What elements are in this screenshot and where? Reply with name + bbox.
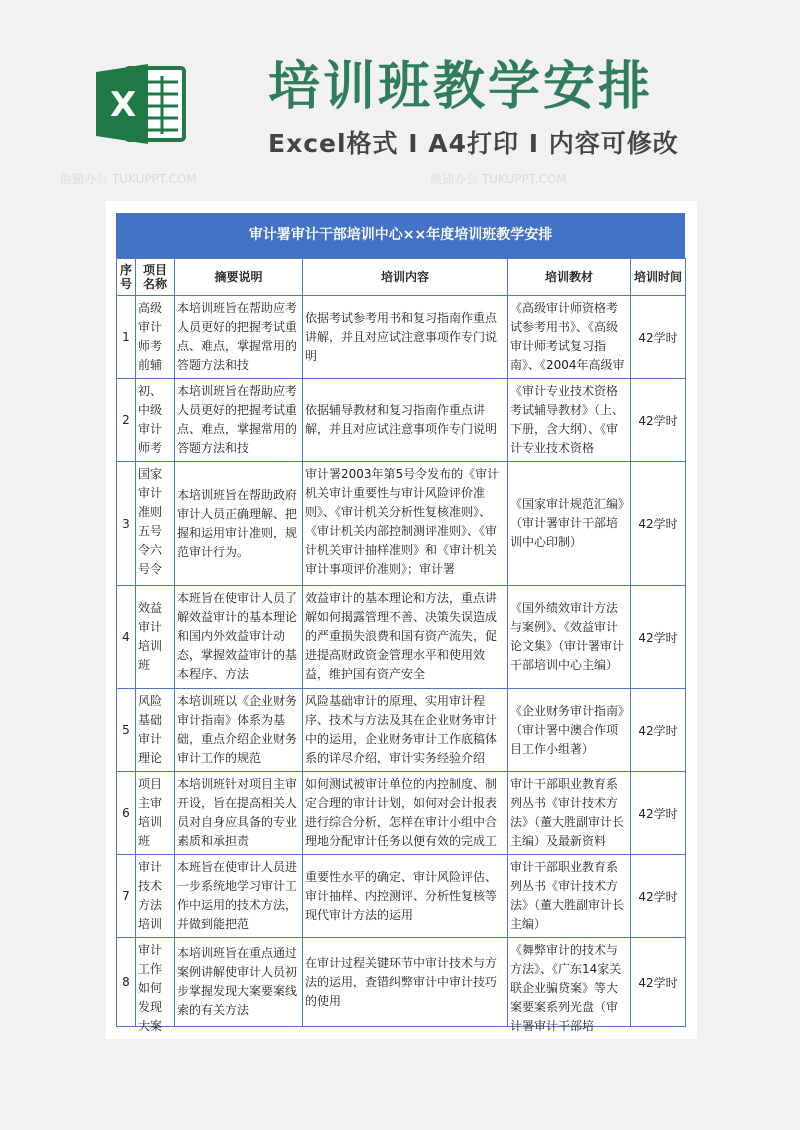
schedule-table xyxy=(116,258,686,1033)
watermark: 熊猫办公 TUKUPPT.COM xyxy=(60,172,197,186)
project-name-cell: 审计技术方法培训 xyxy=(136,855,175,938)
column-header-name: 项目名称 xyxy=(136,259,175,296)
summary-cell: 本班旨在使审计人员了解效益审计的基本理论和国内外效益审计动态，掌握效益审计的基本程序、方法 xyxy=(175,586,303,689)
table-row xyxy=(117,855,686,938)
summary-cell: 本培训班旨在帮助应考人员更好的把握考试重点、难点，掌握常用的答题方法和技 xyxy=(175,296,303,379)
materials-cell: 《国家审计规范汇编》（审计署审计干部培训中心印制） xyxy=(508,462,631,586)
materials-cell: 《国外绩效审计方法与案例》、《效益审计论文集》（审计署审计干部培训中心主编） xyxy=(508,586,631,689)
row-number: 2 xyxy=(117,379,136,462)
summary-cell: 本培训班旨在重点通过案例讲解使审计人员初步掌握发现大案要案线索的有关方法 xyxy=(175,938,303,1027)
materials-cell: 审计干部职业教育系列丛书《审计技术方法》（董大胜副审计长主编） xyxy=(508,855,631,938)
project-name-cell: 高级审计师考前辅 xyxy=(136,296,175,379)
hours-cell: 42学时 xyxy=(631,938,686,1027)
table-row xyxy=(117,296,686,379)
column-header-content: 培训内容 xyxy=(303,259,508,296)
materials-cell: 《企业财务审计指南》（审计署中澳合作项目工作小组著） xyxy=(508,689,631,772)
table-row xyxy=(117,689,686,772)
table-header-row xyxy=(117,259,686,296)
table-row xyxy=(117,462,686,586)
row-number: 8 xyxy=(117,938,136,1027)
content-cell: 审计署2003年第5号令发布的《审计机关审计重要性与审计风险评价准则》、《审计机关分析性复核准则》、《审计机关内部控制测评准则》、《审计机关审计抽样准则》和《审计机关审计事项评价准则》；审计署 xyxy=(303,462,508,586)
hours-cell: 42学时 xyxy=(631,855,686,938)
hours-cell: 42学时 xyxy=(631,772,686,855)
column-header-hours: 培训时间 xyxy=(631,259,686,296)
page-subtitle: Excel格式 Ⅰ A4打印 Ⅰ 内容可修改 xyxy=(268,129,679,158)
table-row xyxy=(117,938,686,1027)
materials-cell: 《舞弊审计的技术与方法》、《广东14家关联企业骗贷案》等大案要案系列光盘（审计署审计干部培 xyxy=(508,938,631,1027)
content-cell: 风险基础审计的原理、实用审计程序、技术与方法及其在企业财务审计中的运用，企业财务审计工作底稿体系的详尽介绍，审计实务经验介绍 xyxy=(303,689,508,772)
summary-cell: 本培训班旨在帮助政府审计人员正确理解、把握和运用审计准则，规范审计行为。 xyxy=(175,462,303,586)
project-name-cell: 初、中级审计师考 xyxy=(136,379,175,462)
row-number: 4 xyxy=(117,586,136,689)
project-name-cell: 风险基础审计理论 xyxy=(136,689,175,772)
project-name-cell: 项目主审培训班 xyxy=(136,772,175,855)
materials-cell: 审计干部职业教育系列丛书《审计技术方法》（董大胜副审计长主编）及最新资料 xyxy=(508,772,631,855)
project-name-cell: 效益审计培训班 xyxy=(136,586,175,689)
table-row xyxy=(117,379,686,462)
content-cell: 依据考试参考用书和复习指南作重点讲解，并且对应试注意事项作专门说明 xyxy=(303,296,508,379)
summary-cell: 本培训班旨在帮助应考人员更好的把握考试重点、难点，掌握常用的答题方法和技 xyxy=(175,379,303,462)
hours-cell: 42学时 xyxy=(631,296,686,379)
row-number: 1 xyxy=(117,296,136,379)
row-number: 6 xyxy=(117,772,136,855)
content-cell: 重要性水平的确定、审计风险评估、审计抽样、内控测评、分析性复核等现代审计方法的运用 xyxy=(303,855,508,938)
materials-cell: 《审计专业技术资格考试辅导教材》（上、下册，含大纲）、《审计专业技术资格 xyxy=(508,379,631,462)
hours-cell: 42学时 xyxy=(631,462,686,586)
row-number: 5 xyxy=(117,689,136,772)
project-name-cell: 审计工作如何发现大案 xyxy=(136,938,175,1027)
content-cell: 依据辅导教材和复习指南作重点讲解，并且对应试注意事项作专门说明 xyxy=(303,379,508,462)
svg-text:X: X xyxy=(110,85,137,125)
hours-cell: 42学时 xyxy=(631,689,686,772)
column-header-summary: 摘要说明 xyxy=(175,259,303,296)
content-cell: 如何测试被审计单位的内控制度、制定合理的审计计划，如何对会计报表进行综合分析，怎样在审计小组中合理地分配审计任务以便有效的完成工 xyxy=(303,772,508,855)
hours-cell: 42学时 xyxy=(631,586,686,689)
sheet-banner: 审计署审计干部培训中心××年度培训班教学安排 xyxy=(116,213,685,258)
hours-cell: 42学时 xyxy=(631,379,686,462)
table-row xyxy=(117,772,686,855)
table-row xyxy=(117,586,686,689)
page-title: 培训班教学安排 xyxy=(268,57,654,117)
column-header-no: 序号 xyxy=(117,259,136,296)
excel-logo-icon xyxy=(96,60,188,148)
materials-cell: 《高级审计师资格考试参考用书》、《高级审计师考试复习指南》、《2004年高级审 xyxy=(508,296,631,379)
row-number: 7 xyxy=(117,855,136,938)
watermark: 熊猫办公 TUKUPPT.COM xyxy=(430,172,567,186)
row-number: 3 xyxy=(117,462,136,586)
summary-cell: 本培训班针对项目主审开设，旨在提高相关人员对自身应具备的专业素质和承担责 xyxy=(175,772,303,855)
summary-cell: 本班旨在使审计人员进一步系统地学习审计工作中运用的技术方法，并做到能把范 xyxy=(175,855,303,938)
summary-cell: 本培训班以《企业财务审计指南》体系为基础，重点介绍企业财务审计工作的规范 xyxy=(175,689,303,772)
content-cell: 在审计过程关键环节中审计技术与方法的运用，查错纠弊审计中审计技巧的使用 xyxy=(303,938,508,1027)
content-cell: 效益审计的基本理论和方法，重点讲解如何揭露管理不善、决策失误造成的严重损失浪费和国有资产流失，促进提高财政资金管理水平和使用效益，维护国有资产安全 xyxy=(303,586,508,689)
project-name-cell: 国家审计准则五号令六号令 xyxy=(136,462,175,586)
column-header-materials: 培训教材 xyxy=(508,259,631,296)
